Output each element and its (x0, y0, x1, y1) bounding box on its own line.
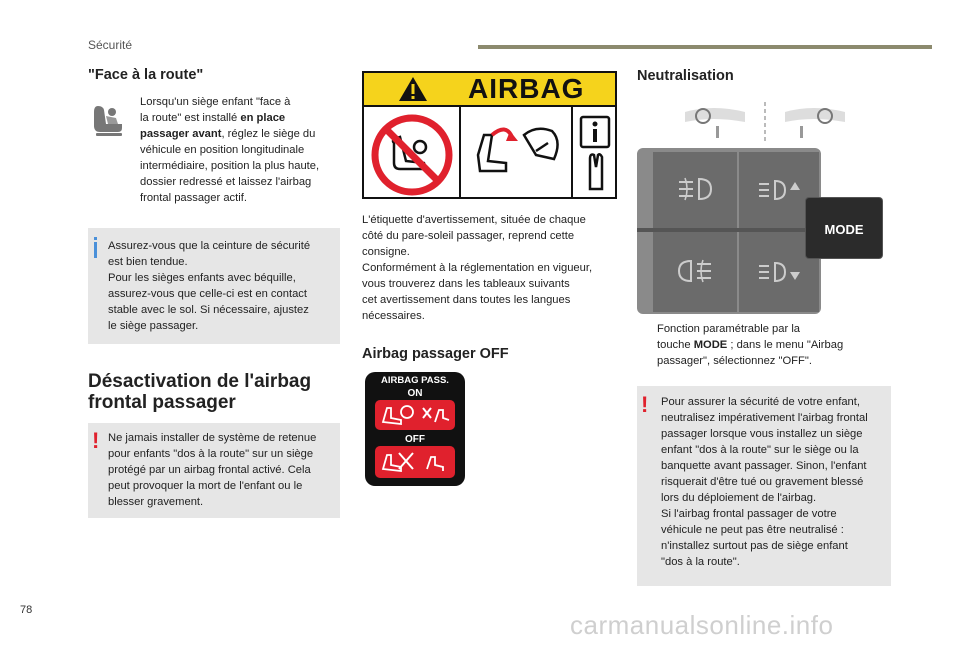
front-fog-button[interactable] (653, 152, 737, 228)
airbag-title: AIRBAG (468, 73, 585, 104)
control-panel (637, 148, 821, 314)
mode-instruction: Fonction paramétrable par la touche MODE ; dans le menu "Airbag passager", sélectionnez "OFF". (657, 323, 844, 367)
title-airbag-off: Airbag passager OFF (362, 346, 509, 362)
no-rear-facing-seat-icon (370, 113, 454, 197)
warning-icon: ! (92, 428, 100, 453)
mode-button-label: MODE (824, 222, 864, 237)
airbag-pass-title: AIRBAG PASS. (381, 375, 449, 386)
mode-button[interactable] (806, 198, 882, 258)
page-number: 78 (20, 604, 33, 616)
info-text: Assurez-vous que la ceinture de sécurité est bien tendue. Pour les sièges enfants avec béquille, assurez-vous que celle-ci est en contact stable avec le sol. Si nécessaire, ajustez le siège passager. (108, 240, 311, 332)
title-desactivation: Désactivation de l'airbag frontal passager (88, 371, 312, 413)
manual-icon (578, 115, 612, 195)
fog-light-up-icon (757, 178, 801, 202)
section-label: Sécurité (88, 38, 133, 52)
airbag-label-header (364, 73, 615, 107)
steering-wheels-icon (683, 100, 848, 144)
warning-text-2: Pour assurer la sécurité de votre enfant, neutralisez impérativement l'airbag frontal passager lorsque vous installez un siège enfant "dos à la route" sur le siège ou la banquette avant passager. Sinon, l'enfant risquerait d'être tué ou gravement blessé lors du déploiement de l'airbag. Si l'airbag frontal passager de votre véhicule ne peut pas être neutralisé : n'installez surtout pas de siège enfant "dos à la route". (661, 396, 868, 568)
title-neutralisation: Neutralisation (637, 68, 734, 84)
title-face-route: "Face à la route" (88, 67, 204, 83)
airbag-off-icon (377, 449, 453, 475)
rear-fog-button[interactable] (653, 232, 737, 312)
fog-light-down-icon (757, 260, 801, 284)
rear-fog-icon (677, 258, 713, 284)
info-icon (94, 242, 97, 258)
warning-triangle-icon (398, 76, 428, 102)
airbag-warning-label (362, 71, 617, 199)
warning-icon: ! (641, 392, 649, 417)
airbag-pass-indicator (365, 372, 465, 486)
front-fog-icon (677, 176, 713, 202)
warning-box-2 (637, 386, 891, 586)
info-box (88, 228, 340, 344)
child-seat-icon (88, 100, 128, 140)
warning-box-1 (88, 423, 340, 518)
airbag-on-icon (377, 402, 453, 428)
airbag-on-label: ON (407, 388, 423, 399)
airbag-off-panel (375, 446, 455, 478)
airbag-off-label: OFF (405, 434, 425, 445)
label-description: L'étiquette d'avertissement, située de chaque côté du pare-soleil passager, reprend cette consigne. Conformément à la réglementation en vigueur, vous trouverez dans les tableaux suivants cet avertissement dans toutes les langues nécessaires. (362, 214, 593, 322)
header-bar (478, 45, 932, 49)
face-paragraph: Lorsqu'un siège enfant "face à la route" est installé en place passager avant, réglez le siège du véhicule en position longitudinale intermédiaire, position la plus haute, dossier redressé et laissez l'airbag frontal passager actif. (140, 96, 320, 204)
airbag-on-panel (375, 400, 455, 430)
warning-text-1: Ne jamais installer de système de retenue pour enfants "dos à la route" sur un siège protégé par un airbag frontal activé. Cela peut provoquer la mort de l'enfant ou le blesser gravement. (108, 432, 317, 508)
airbag-deploy-icon (466, 115, 568, 195)
watermark[interactable]: carmanualsonline.info (570, 610, 834, 640)
